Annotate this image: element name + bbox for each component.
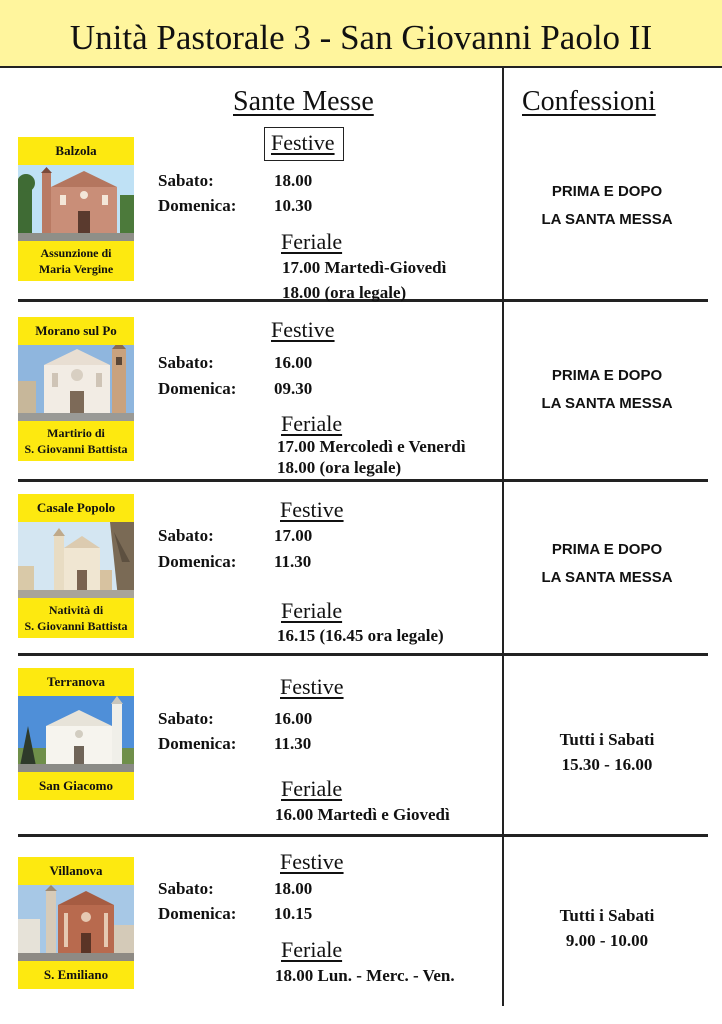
sabato-label: Sabato: (158, 709, 214, 728)
confessioni-text: PRIMA E DOPO LA SANTA MESSA (541, 541, 673, 586)
church-name-label: S. Emiliano (18, 961, 134, 989)
parish-town-label: Morano sul Po (18, 317, 134, 345)
parish-card-morano-sul-po (18, 317, 134, 461)
sabato-label: Sabato: (158, 171, 214, 190)
domenica-time: 11.30 (274, 552, 312, 571)
parish-town-label: Balzola (18, 137, 134, 165)
domenica-time: 10.30 (274, 196, 313, 215)
festive-label: Festive (280, 849, 344, 874)
church-photo (18, 345, 134, 421)
page-title: Unità Pastorale 3 - San Giovanni Paolo II (69, 18, 653, 57)
festive-label: Festive (280, 497, 344, 522)
parish-town-label: Terranova (18, 668, 134, 696)
parish-town-label: Villanova (18, 857, 134, 885)
church-name-label: San Giacomo (18, 772, 134, 800)
festive-label: Festive (271, 317, 335, 342)
feriale-label: Feriale (281, 411, 343, 436)
domenica-time: 09.30 (274, 379, 313, 398)
column-divider (502, 66, 504, 1006)
festive-label: Festive (280, 674, 344, 699)
parish-card-villanova (18, 857, 134, 989)
confessioni-text: PRIMA E DOPO LA SANTA MESSA (541, 367, 673, 412)
row-divider (18, 479, 708, 482)
column-title-sante-messe: Sante Messe (233, 86, 374, 117)
page-header (0, 0, 722, 68)
church-photo (18, 522, 134, 598)
sabato-label: Sabato: (158, 879, 214, 898)
feriale-label: Feriale (281, 776, 343, 801)
church-photo (18, 696, 134, 772)
sabato-time: 16.00 (274, 353, 313, 372)
feriale-time: 18.00 Lun. - Merc. - Ven. (275, 966, 455, 985)
parish-town-label: Casale Popolo (18, 494, 134, 522)
domenica-time: 11.30 (274, 734, 312, 753)
church-name-label: Martirio di S. Giovanni Battista (18, 421, 134, 461)
domenica-label: Domenica: (158, 196, 237, 215)
church-image-villanova (18, 885, 134, 961)
church-name-label: Natività di S. Giovanni Battista (18, 598, 134, 638)
parish-card-terranova (18, 668, 134, 800)
feriale-time: 16.15 (16.45 ora legale) (277, 626, 444, 645)
church-image-terranova (18, 696, 134, 772)
sabato-time: 17.00 (274, 526, 313, 545)
church-name-label: Assunzione di Maria Vergine (18, 241, 134, 281)
row-divider (18, 834, 708, 837)
church-photo (18, 885, 134, 961)
feriale-time: 16.00 Martedì e Giovedì (275, 805, 450, 824)
domenica-label: Domenica: (158, 904, 237, 923)
feriale-time: 18.00 (ora legale) (277, 458, 402, 477)
sabato-label: Sabato: (158, 353, 214, 372)
sabato-time: 18.00 (274, 171, 313, 190)
feriale-label: Feriale (281, 937, 343, 962)
confessioni-text: Tutti i Sabati 9.00 - 10.00 (559, 906, 655, 950)
domenica-label: Domenica: (158, 379, 237, 398)
sabato-time: 16.00 (274, 709, 313, 728)
row-divider (18, 653, 708, 656)
column-title-confessioni: Confessioni (522, 86, 656, 117)
church-image-morano (18, 345, 134, 421)
feriale-label: Feriale (281, 229, 343, 254)
church-image-casale-popolo (18, 522, 134, 598)
domenica-label: Domenica: (158, 734, 237, 753)
parish-card-casale-popolo (18, 494, 134, 638)
feriale-time: 18.00 (ora legale) (282, 283, 407, 302)
sabato-label: Sabato: (158, 526, 214, 545)
confessioni-text: Tutti i Sabati 15.30 - 16.00 (559, 730, 655, 774)
domenica-time: 10.15 (274, 904, 313, 923)
domenica-label: Domenica: (158, 552, 237, 571)
feriale-label: Feriale (281, 598, 343, 623)
confessioni-text: PRIMA E DOPO LA SANTA MESSA (541, 183, 673, 228)
festive-label: Festive (264, 127, 344, 161)
church-photo (18, 165, 134, 241)
feriale-time: 17.00 Martedì-Giovedì (282, 258, 447, 277)
church-image-balzola (18, 165, 134, 241)
sabato-time: 18.00 (274, 879, 313, 898)
feriale-time: 17.00 Mercoledì e Venerdì (277, 437, 466, 456)
parish-card-balzola (18, 137, 134, 281)
